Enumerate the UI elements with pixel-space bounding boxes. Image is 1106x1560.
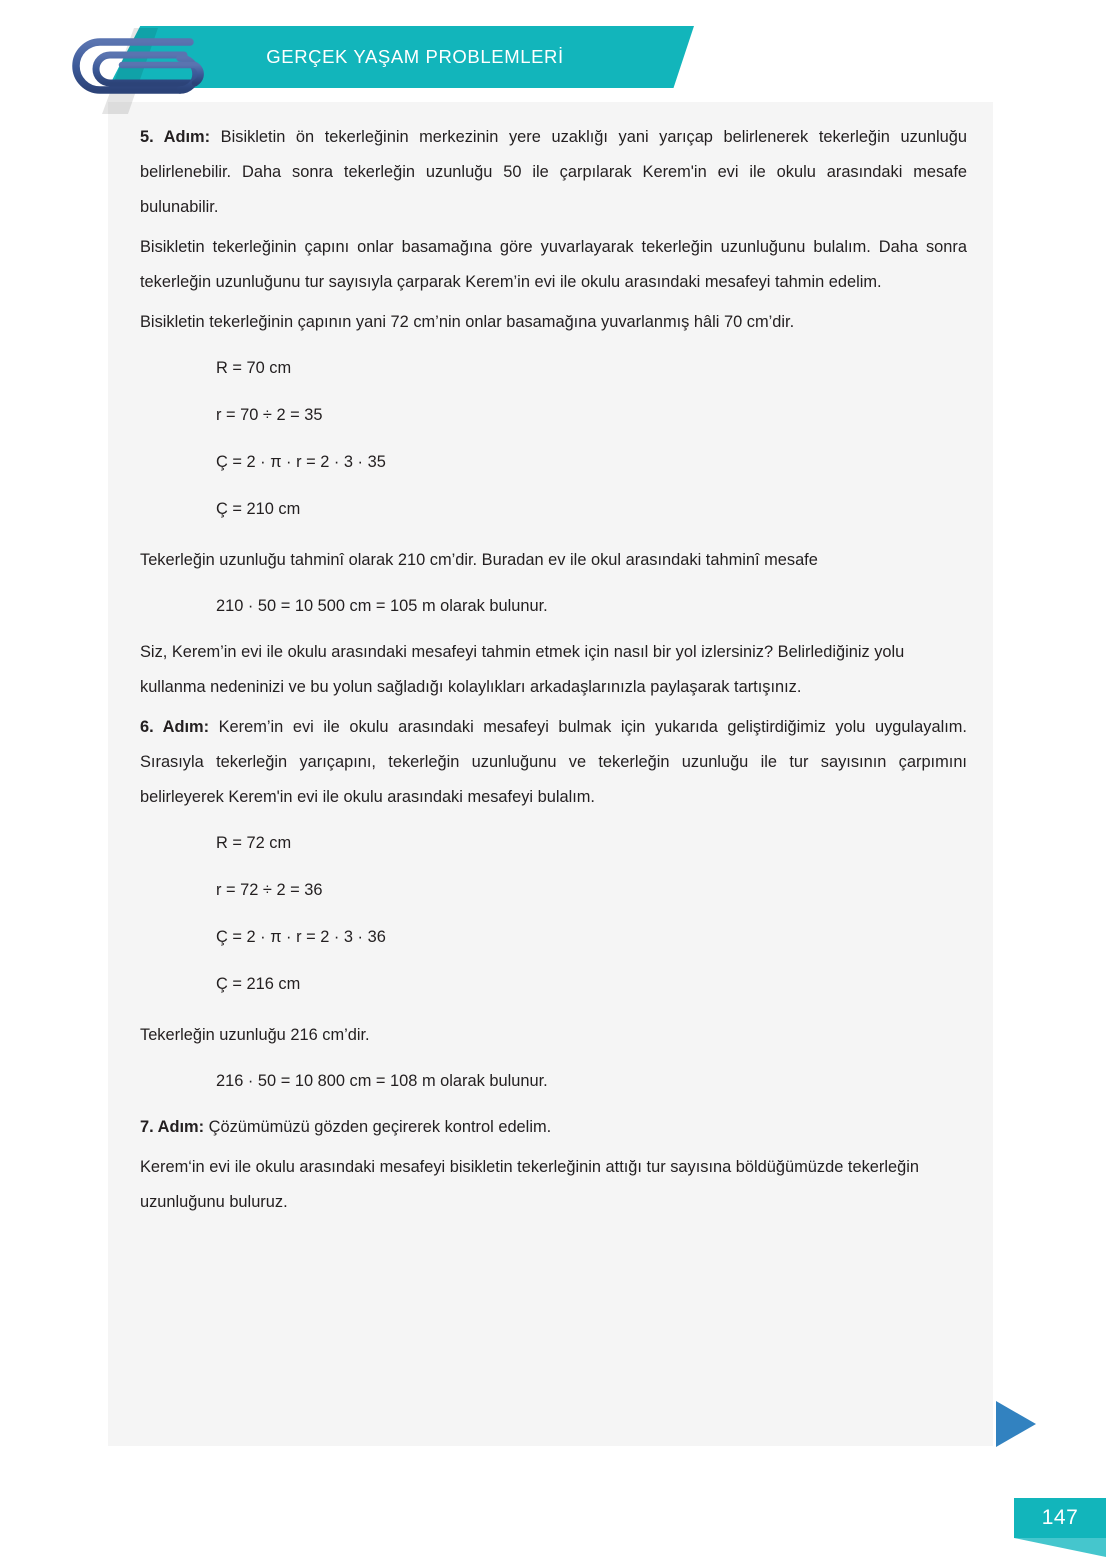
step5-text: Bisikletin ön tekerleğinin merkezinin yere uzaklığı yani yarıçap belirlenerek tekerleğin uzunluğu belirlenebilir. Daha sonra tekerleğin uzunluğu 50 ile çarpılarak Kerem'in evi ile okulu arasındaki mesafe bulunabilir.	[140, 128, 968, 216]
page-number-fold	[1014, 1538, 1106, 1557]
formula-line: Ç = 2 · π · r = 2 · 3 · 36	[216, 928, 386, 946]
page-number-label: 147	[1014, 1498, 1106, 1538]
paragraph-step7	[126, 1110, 975, 1145]
formula-line: R = 70 cm	[216, 359, 292, 377]
formula-line: r = 72 ÷ 2 = 36	[216, 881, 323, 899]
formula-line: R = 72 cm	[216, 834, 292, 852]
paragraph-result-exact: Tekerleğin uzunluğu 216 cm’dir.	[140, 1026, 370, 1044]
paragraph-step6	[126, 710, 975, 815]
paragraph-step5	[126, 120, 975, 225]
formula-block-exact	[126, 820, 975, 1008]
formula-line: Ç = 216 cm	[216, 975, 301, 993]
formula-block-estimate	[126, 345, 975, 533]
paragraph-rounding: Bisikletin tekerleğinin çapının yani 72 cm’nin onlar basamağına yuvarlanmış hâli 70 cm’dir.	[140, 313, 795, 331]
step6-text: Kerem’in evi ile okulu arasındaki mesafeyi bulmak için yukarıda geliştirdiğimiz yolu uygulayalım. Sırasıyla tekerleğin yarıçapını, tekerleğin uzunluğunu ve tekerleğin uzunluğu ile tur sayısının çarpımını belirleyerek Kerem'in evi ile okulu arasındaki mesafeyi bulalım.	[140, 718, 967, 806]
paragraph-check: Kerem‘in evi ile okulu arasındaki mesafeyi bisikletin tekerleğinin attığı tur sayısına böldüğümüzde tekerleğin uzunluğunu buluruz.	[140, 1158, 919, 1211]
paragraph-estimate-method: Bisikletin tekerleğinin çapını onlar basamağına göre yuvarlayarak tekerleğin uzunluğunu bulalım. Daha sonra tekerleğin uzunluğunu tur sayısıyla çarparak Kerem’in evi ile okulu arasındaki mesafeyi tahmin edelim.	[140, 238, 967, 291]
step7-text: Çözümümüzü gözden geçirerek kontrol edelim.	[204, 1118, 552, 1136]
content-panel	[108, 102, 993, 1446]
step5-label: 5. Adım:	[140, 128, 211, 146]
paragraph-result-estimate: Tekerleğin uzunluğu tahminî olarak 210 cm’dir. Buradan ev ile okul arasındaki tahminî mesafe	[140, 551, 818, 569]
paragraph-discuss: Siz, Kerem’in evi ile okulu arasındaki mesafeyi tahmin etmek için nasıl bir yol izlersiniz? Belirlediğiniz yolu kullanma nedeninizi ve bu yolun sağladığı kolaylıkları arkadaşlarınızla paylaşarak tartışınız.	[140, 643, 905, 696]
calculation-estimate: 210 · 50 = 10 500 cm = 105 m olarak bulunur.	[216, 597, 548, 615]
formula-line: r = 70 ÷ 2 = 35	[216, 406, 323, 424]
formula-line: Ç = 210 cm	[216, 500, 301, 518]
page-title: GERÇEK YAŞAM PROBLEMLERİ	[266, 46, 564, 67]
next-arrow-icon[interactable]	[996, 1401, 1036, 1447]
paperclip-icon	[62, 22, 222, 118]
formula-line: Ç = 2 · π · r = 2 · 3 · 35	[216, 453, 386, 471]
content-body	[126, 120, 975, 1220]
calculation-exact: 216 · 50 = 10 800 cm = 108 m olarak bulunur.	[216, 1072, 548, 1090]
page-number	[1014, 1498, 1106, 1560]
step7-label: 7. Adım:	[140, 1118, 205, 1136]
step6-label: 6. Adım:	[140, 718, 210, 736]
